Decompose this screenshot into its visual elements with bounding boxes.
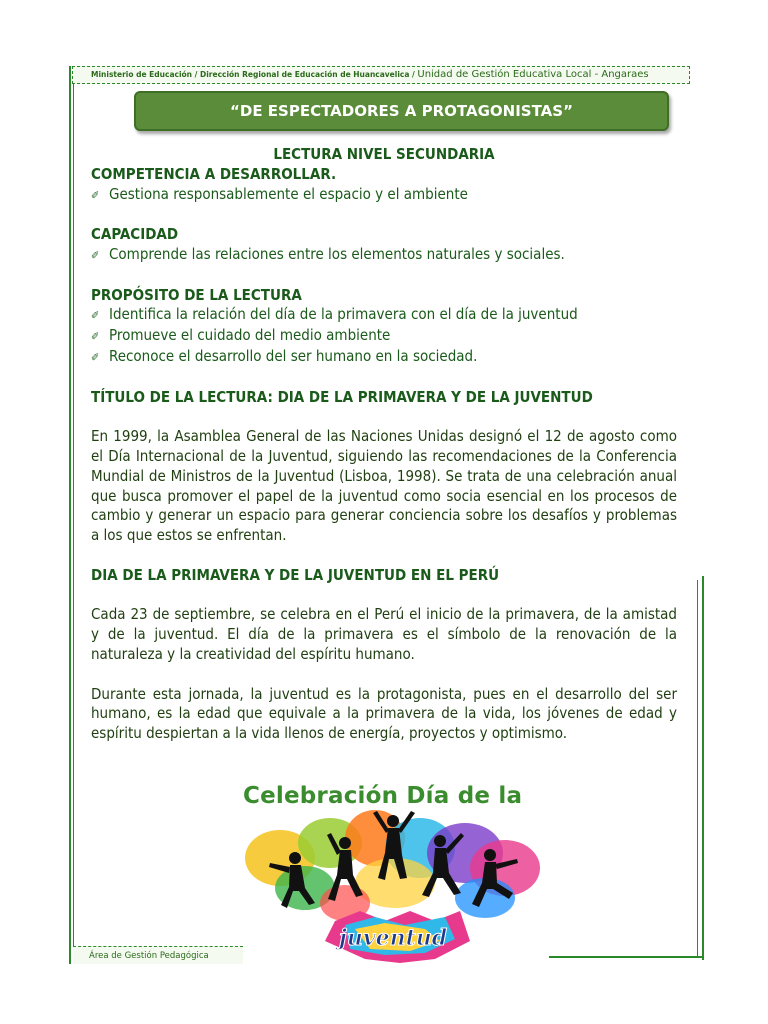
level-title: LECTURA NIVEL SECUNDARIA <box>273 145 495 163</box>
capacidad-item: ✐ Comprende las relaciones entre los elementos naturales y sociales. <box>91 245 677 266</box>
peru-heading: DIA DE LA PRIMAVERA Y DE LA JUVENTUD EN EL PERÚ <box>91 565 500 584</box>
title-banner: “DE ESPECTADORES A PROTAGONISTAS” <box>134 91 669 131</box>
frame-right-inner-border <box>697 580 698 956</box>
proposito-item: ✐ Promueve el cuidado del medio ambiente <box>91 326 677 347</box>
reading-title: TÍTULO DE LA LECTURA: DIA DE LA PRIMAVERA Y DE LA JUVENTUD <box>91 387 593 406</box>
paragraph-3: Durante esta jornada, la juventud es la protagonista, pues en el desarrollo del ser humano, es la edad que equivale a la primavera de la vida, los jóvenes de edad y espíritu despiertan a la vida llenos de energía, proyectos y optimismo. <box>91 684 677 743</box>
juventud-logo-text: juventud <box>338 925 448 951</box>
frame-right-border <box>702 576 704 960</box>
document-body <box>91 145 677 744</box>
frame-bottom-border <box>549 956 704 958</box>
proposito-item: ✐ Reconoce el desarrollo del ser humano en la sociedad. <box>91 347 677 368</box>
paragraph-1: En 1999, la Asamblea General de las Naciones Unidas designó el 12 de agosto como el Día Internacional de la Juventud, siguiendo las recomendaciones de la Conferencia Mundial de Ministros de la Juventud (Lisboa, 1998). Se trata de una celebración anual que busca promover el papel de la juventud como socia esencial en los procesos de cambio y generar un espacio para generar conciencia sobre los desafíos y problemas a los que estos se enfrentan. <box>91 427 677 545</box>
header-unit: Unidad de Gestión Educativa Local - Angaraes <box>417 69 649 80</box>
pencil-icon: ✐ <box>91 309 100 323</box>
pencil-icon: ✐ <box>91 350 100 364</box>
competencia-item: ✐ Gestiona responsablemente el espacio y el ambiente <box>91 185 677 206</box>
pencil-icon: ✐ <box>91 248 100 262</box>
pencil-icon: ✐ <box>91 188 100 202</box>
proposito-item: ✐ Identifica la relación del día de la primavera con el día de la juventud <box>91 305 677 326</box>
frame-left-border <box>69 66 71 964</box>
illustration-title: Celebración Día de la <box>243 783 523 809</box>
header-institution: Ministerio de Educación / Dirección Regional de Educación de Huancavelica / <box>91 70 418 79</box>
proposito-heading: PROPÓSITO DE LA LECTURA <box>91 285 302 304</box>
celebration-illustration <box>235 783 549 963</box>
page-header <box>72 66 690 84</box>
capacidad-heading: CAPACIDAD <box>91 225 179 244</box>
page-footer: Área de Gestión Pedagógica <box>73 946 243 964</box>
competencia-heading: COMPETENCIA A DESARROLLAR. <box>91 164 337 183</box>
paragraph-2: Cada 23 de septiembre, se celebra en el Perú el inicio de la primavera, de la amistad y de la juventud. El día de la primavera es el símbolo de la renovación de la naturaleza y la creatividad del espíritu humano. <box>91 605 677 663</box>
frame-left-inner-border <box>73 66 74 964</box>
jumping-silhouettes-image <box>235 783 549 963</box>
pencil-icon: ✐ <box>91 330 100 344</box>
